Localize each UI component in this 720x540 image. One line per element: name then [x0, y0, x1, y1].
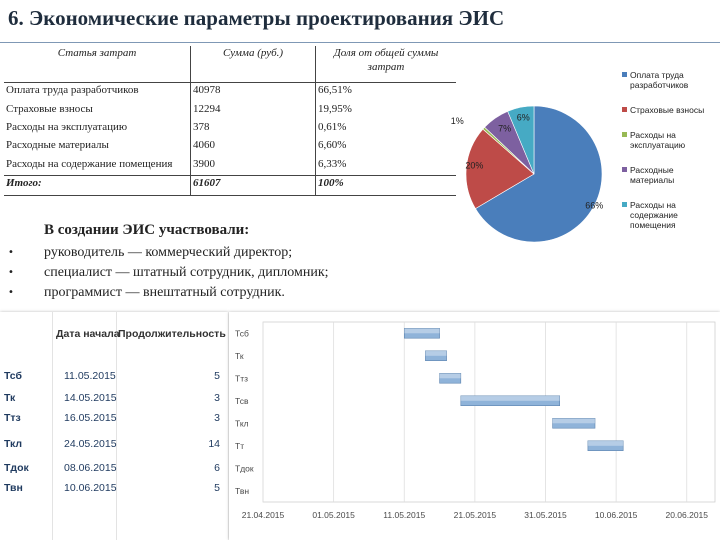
- table-row: [0, 462, 228, 476]
- list-item-text: программист — внештатный сотрудник.: [44, 285, 285, 300]
- table-row: [4, 102, 456, 120]
- task-duration: 5: [214, 370, 220, 382]
- task-name: Ткл: [4, 438, 23, 450]
- table-row: [0, 392, 228, 406]
- cell-item: Расходы на эксплуатацию: [6, 120, 128, 133]
- pie-chart: [450, 100, 610, 250]
- task-start: 10.06.2015: [64, 482, 117, 494]
- cost-table: [4, 46, 456, 196]
- table-total-row: [4, 176, 456, 196]
- cell-sum: 3900: [191, 157, 316, 176]
- legend-label: Расходные материалы: [630, 165, 675, 185]
- cell-share: 19,95%: [316, 102, 457, 120]
- pie-slice-label: 20%: [465, 160, 484, 171]
- legend-label: Расходы на эксплуатацию: [630, 130, 686, 150]
- gantt-bar-highlight: [588, 441, 623, 446]
- header-sum: Сумма (руб.): [191, 46, 316, 83]
- y-category-label: Ткл: [235, 418, 249, 429]
- y-category-label: Тсб: [235, 328, 249, 339]
- gantt-bar-highlight: [425, 351, 446, 356]
- column-header-date: Дата начала: [56, 328, 120, 340]
- gantt-bar-highlight: [440, 373, 461, 378]
- pie-slice-label: 1%: [450, 115, 464, 126]
- pie-slice-label: 66%: [585, 200, 604, 211]
- task-name: Твн: [4, 482, 23, 494]
- table-row: [4, 138, 456, 156]
- list-item: [8, 263, 329, 283]
- gantt-bar-highlight: [461, 396, 560, 401]
- y-category-label: Тт: [235, 440, 245, 451]
- column-header-duration: Продолжительность: [118, 328, 226, 340]
- task-duration: 5: [214, 482, 220, 494]
- total-label: Итого:: [4, 176, 191, 196]
- grid-line: [52, 312, 53, 540]
- task-duration: 3: [214, 392, 220, 404]
- cell-share: 6,33%: [316, 157, 457, 176]
- legend-swatch: [622, 132, 627, 137]
- cell-item: Расходные материалы: [6, 139, 109, 152]
- table-row: [0, 370, 228, 384]
- cost-table-header: [4, 46, 456, 83]
- header-item: Статья затрат: [4, 46, 191, 83]
- table-row: [0, 482, 228, 496]
- cell-sum: 4060: [191, 138, 316, 156]
- participants-heading: В создании ЭИС участвовали:: [44, 222, 250, 238]
- cell-share: 0,61%: [316, 120, 457, 138]
- x-tick-label: 10.06.2015: [594, 510, 638, 520]
- cell-item: Страховые взносы: [6, 102, 93, 115]
- total-sum: 61607: [191, 176, 316, 196]
- pie-slice-label: 6%: [516, 112, 530, 123]
- y-category-label: Твн: [235, 485, 250, 496]
- cell-sum: 378: [191, 120, 316, 138]
- y-category-label: Тсв: [235, 395, 249, 406]
- legend-swatch: [622, 167, 627, 172]
- x-tick-label: 01.05.2015: [312, 510, 355, 520]
- legend-entry: [622, 70, 718, 90]
- list-item-text: специалист — штатный сотрудник, дипломник;: [44, 265, 329, 280]
- legend-label: Страховые взносы: [630, 105, 705, 115]
- bullet-icon: •: [8, 287, 14, 298]
- task-duration: 14: [208, 438, 220, 450]
- task-start: 16.05.2015: [64, 412, 117, 424]
- plot-area: [263, 322, 715, 502]
- task-duration: 6: [214, 462, 220, 474]
- participants-list: [8, 243, 329, 303]
- task-duration: 3: [214, 412, 220, 424]
- task-name: Тдок: [4, 462, 29, 474]
- y-category-label: Тк: [235, 350, 244, 361]
- grid-line: [116, 312, 117, 540]
- y-category-label: Тдок: [235, 463, 254, 474]
- cell-item: Оплата труда разработчиков: [6, 84, 139, 96]
- legend-label: Расходы на содержание помещения: [630, 200, 678, 230]
- table-row: [0, 412, 228, 426]
- cell-share: 66,51%: [316, 83, 457, 102]
- legend-swatch: [622, 72, 627, 77]
- x-tick-label: 21.05.2015: [453, 510, 497, 520]
- legend-entry: [622, 105, 718, 115]
- table-row: [0, 438, 228, 452]
- legend-swatch: [622, 107, 627, 112]
- bullet-icon: •: [8, 267, 14, 278]
- task-name: Ттз: [4, 412, 21, 424]
- x-tick-label: 20.06.2015: [665, 510, 709, 520]
- legend-label: Оплата труда разработчиков: [630, 70, 689, 90]
- table-row: [4, 83, 456, 102]
- gantt-chart-panel: [229, 312, 720, 540]
- legend-entry: [622, 200, 718, 230]
- legend-swatch: [622, 202, 627, 207]
- cell-sum: 12294: [191, 102, 316, 120]
- gantt-chart: [229, 312, 720, 540]
- x-tick-label: 11.05.2015: [383, 510, 426, 520]
- bullet-icon: •: [8, 247, 14, 258]
- gantt-bar-highlight: [404, 328, 439, 333]
- cell-share: 6,60%: [316, 138, 457, 156]
- task-start: 24.05.2015: [64, 438, 117, 450]
- list-item: [8, 243, 329, 263]
- list-item-text: руководитель — коммерческий директор;: [44, 245, 293, 260]
- task-start: 14.05.2015: [64, 392, 117, 404]
- task-start: 11.05.2015: [64, 370, 116, 382]
- table-row: [4, 157, 456, 176]
- y-category-label: Ттз: [235, 373, 248, 384]
- table-row: [4, 120, 456, 138]
- header-share: Доля от общей суммы затрат: [316, 46, 457, 83]
- gantt-bar-highlight: [553, 418, 595, 423]
- pie-legend: [622, 70, 718, 245]
- gantt-data-table: [0, 312, 228, 540]
- total-share: 100%: [316, 176, 457, 196]
- cell-item: Расходы на содержание помещения: [6, 157, 173, 170]
- slide-title: 6. Экономические параметры проектирования ЭИС: [8, 6, 505, 30]
- task-start: 08.06.2015: [64, 462, 117, 474]
- x-tick-label: 21.04.2015: [241, 510, 285, 520]
- cell-sum: 40978: [191, 83, 316, 102]
- list-item: [8, 283, 329, 303]
- legend-entry: [622, 165, 718, 185]
- pie-slice-label: 7%: [498, 123, 512, 134]
- legend-entry: [622, 130, 718, 150]
- title-divider: [0, 42, 720, 43]
- task-name: Тсб: [4, 370, 22, 382]
- task-name: Тк: [4, 392, 16, 404]
- x-tick-label: 31.05.2015: [524, 510, 567, 520]
